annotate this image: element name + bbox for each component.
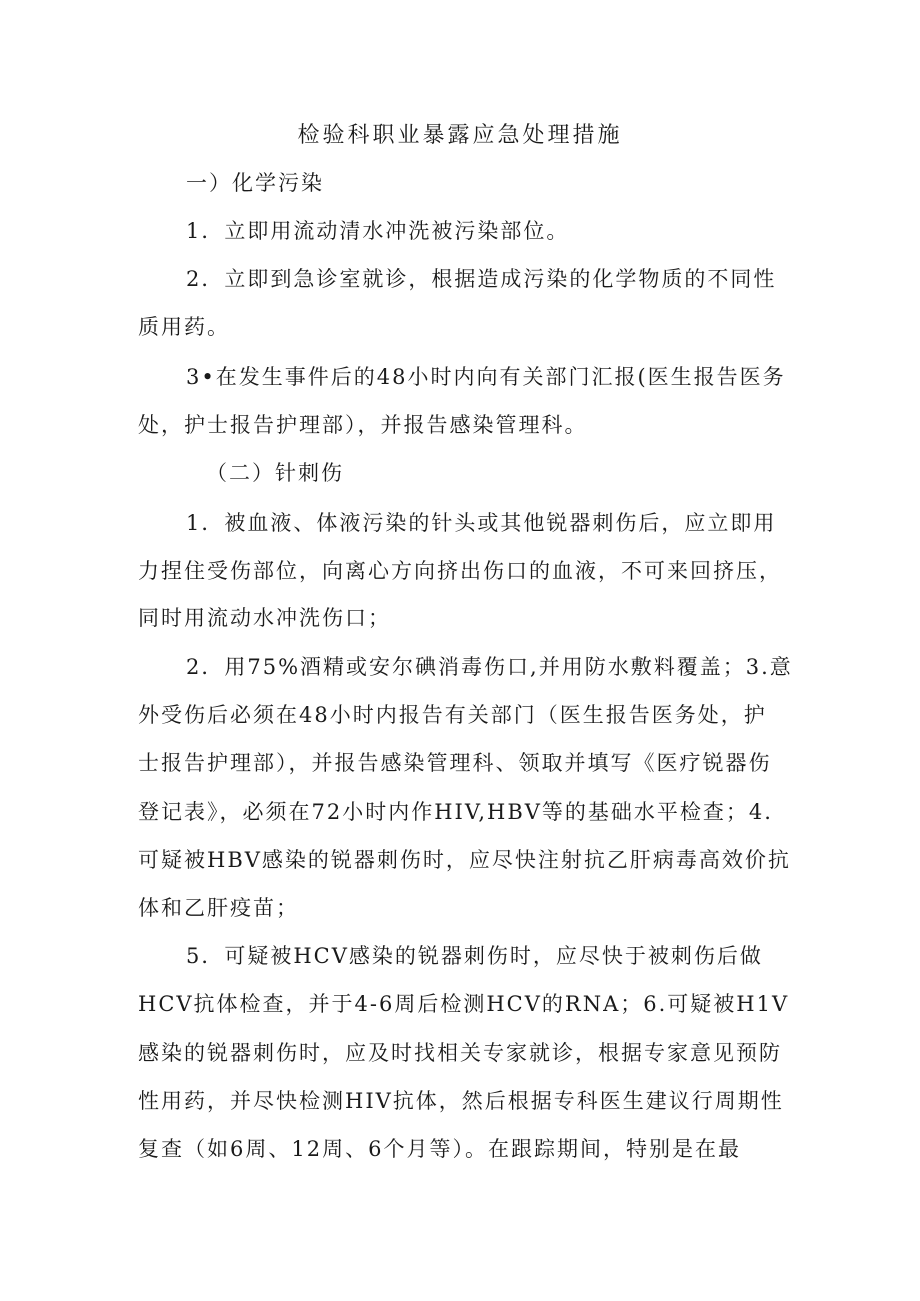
paragraph-line: 1．立即用流动清水冲洗被污染部位。	[186, 219, 570, 243]
paragraph-line: 2．用75%酒精或安尔碘消毒伤口,并用防水敷料覆盖；3.意	[186, 655, 793, 679]
section-heading-chemical: 一）化学污染	[186, 171, 324, 195]
paragraph-line: 质用药。	[138, 315, 230, 339]
paragraph-line: 士报告护理部），并报告感染管理科、领取并填写《医疗锐器伤	[138, 751, 772, 775]
document-title: 检验科职业暴露应急处理措施	[297, 123, 623, 148]
paragraph-line: 体和乙肝疫苗；	[138, 896, 299, 920]
paragraph-line: 5．可疑被HCV感染的锐器刺伤时，应尽快于被刺伤后做	[186, 944, 763, 968]
paragraph-line: 复查（如6周、12周、6个月等）。在跟踪期间，特别是在最	[138, 1137, 741, 1161]
paragraph-line: 1．被血液、体液污染的针头或其他锐器刺伤后，应立即用	[186, 511, 777, 535]
paragraph-line: 登记表》，必须在72小时内作HIV,HBV等的基础水平检查；4.	[138, 800, 773, 824]
paragraph-line: 性用药，并尽快检测HIV抗体，然后根据专科医生建议行周期性	[138, 1089, 784, 1113]
paragraph-line: 2．立即到急诊室就诊，根据造成污染的化学物质的不同性	[186, 267, 777, 291]
section-heading-needlestick: （二）针刺伤	[206, 461, 344, 485]
paragraph-line: 外受伤后必须在48小时内报告有关部门（医生报告医务处，护	[138, 703, 767, 727]
paragraph-line: 3•在发生事件后的48小时内向有关部门汇报(医生报告医务	[186, 365, 786, 389]
paragraph-line: 力捏住受伤部位，向离心方向挤出伤口的血液，不可来回挤压，	[138, 559, 782, 583]
paragraph-line: 同时用流动水冲洗伤口；	[138, 606, 391, 630]
paragraph-line: HCV抗体检查，并于4-6周后检测HCV的RNA；6.可疑被H1V	[138, 992, 790, 1016]
paragraph-line: 可疑被HBV感染的锐器刺伤时，应尽快注射抗乙肝病毒高效价抗	[138, 848, 791, 872]
paragraph-line: 处，护士报告护理部），并报告感染管理科。	[138, 413, 588, 437]
paragraph-line: 感染的锐器刺伤时，应及时找相关专家就诊，根据专家意见预防	[138, 1041, 782, 1065]
